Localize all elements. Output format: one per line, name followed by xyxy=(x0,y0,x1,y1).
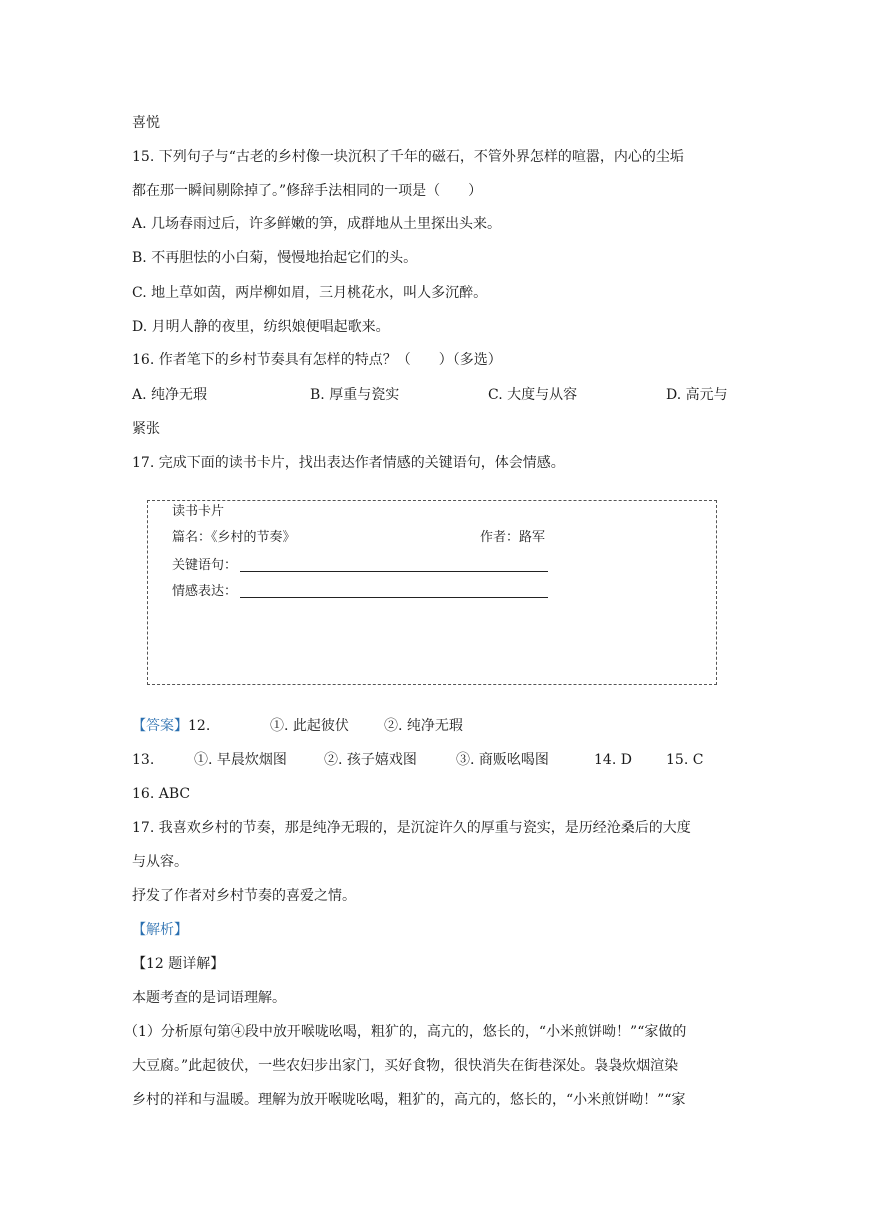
answer-12-2: ②. 纯净无瑕 xyxy=(384,718,463,734)
analysis-paragraph: 乡村的祥和与温暖。理解为放开喉咙吆喝，粗犷的，高亢的，悠长的，“小米煎饼呦！”“家 xyxy=(132,1092,686,1108)
analysis-subheading-12: 【12 题详解】 xyxy=(132,956,225,972)
answer-13-1: ①. 早晨炊烟图 xyxy=(194,752,287,768)
reading-card xyxy=(147,500,717,685)
answer-17-cont: 与从容。 xyxy=(132,854,188,870)
answer-13-3: ③. 商贩吆喝图 xyxy=(456,752,549,768)
answer-12-1: ①. 此起彼伏 xyxy=(270,718,349,734)
question-15-stem: 15. 下列句子与“古老的乡村像一块沉积了千年的磁石，不管外界怎样的喧嚣，内心的尘垢 xyxy=(132,149,684,165)
question-15-option-d: D. 月明人静的夜里，纺织娘便唱起歌来。 xyxy=(132,319,390,335)
answer-13-number: 13. xyxy=(132,752,155,768)
card-title: 读书卡片 xyxy=(172,504,225,519)
question-16-option-d-cont: 紧张 xyxy=(132,421,160,437)
question-15-stem-cont: 都在那一瞬间剔除掉了。”修辞手法相同的一项是（ ） xyxy=(132,183,483,199)
analysis-paragraph: 本题考查的是词语理解。 xyxy=(132,990,286,1006)
question-16-options xyxy=(132,385,728,405)
analysis-tag: 【解析】 xyxy=(132,922,188,938)
question-16-option-d: D. 高元与 xyxy=(666,387,728,403)
question-16-option-a: A. 纯净无瑕 xyxy=(132,387,208,403)
card-author: 作者：路军 xyxy=(480,530,546,545)
answer-tag: 【答案】 xyxy=(132,718,188,734)
answer-15: 15. C xyxy=(666,752,704,768)
answer-12 xyxy=(132,716,463,736)
question-15-option-a: A. 几场春雨过后，许多鲜嫩的笋，成群地从土里探出头来。 xyxy=(132,216,502,232)
key-sentence-blank[interactable] xyxy=(240,571,548,572)
card-key-sentence-label: 关键语句： xyxy=(172,558,238,573)
card-title-of-work: 篇名：《乡村的节奏》 xyxy=(172,530,296,545)
answer-12-number: 12. xyxy=(188,718,211,734)
answer-16: 16. ABC xyxy=(132,786,191,802)
question-16-option-c: C. 大度与从容 xyxy=(488,387,578,403)
question-15-option-b: B. 不再胆怯的小白菊，慢慢地抬起它们的头。 xyxy=(132,250,418,266)
answer-14: 14. D xyxy=(594,752,632,768)
analysis-paragraph: （1）分析原句第④段中放开喉咙吆喝，粗犷的，高亢的，悠长的，“小米煎饼呦！”“家做的 xyxy=(124,1024,687,1040)
answer-13-2: ②. 孩子嬉戏图 xyxy=(324,752,417,768)
question-17-stem: 17. 完成下面的读书卡片，找出表达作者情感的关键语句，体会情感。 xyxy=(132,455,565,471)
question-15-option-c: C. 地上草如茵，两岸柳如眉，三月桃花水，叫人多沉醉。 xyxy=(132,285,488,301)
question-16-stem: 16. 作者笔下的乡村节奏具有怎样的特点？（ ）（多选） xyxy=(132,352,502,368)
answer-13-15 xyxy=(132,750,703,770)
answer-17-emotion: 抒发了作者对乡村节奏的喜爱之情。 xyxy=(132,888,356,904)
emotion-blank[interactable] xyxy=(240,597,548,598)
text-line: 喜悦 xyxy=(132,115,160,131)
question-16-option-b: B. 厚重与瓷实 xyxy=(310,387,400,403)
answer-17: 17. 我喜欢乡村的节奏，那是纯净无瑕的，是沉淀许久的厚重与瓷实，是历经沧桑后的大度 xyxy=(132,820,691,836)
card-emotion-label: 情感表达： xyxy=(172,584,238,599)
analysis-paragraph: 大豆腐。”此起彼伏，一些农妇步出家门，买好食物，很快消失在街巷深处。袅袅炊烟渲染 xyxy=(132,1058,679,1074)
